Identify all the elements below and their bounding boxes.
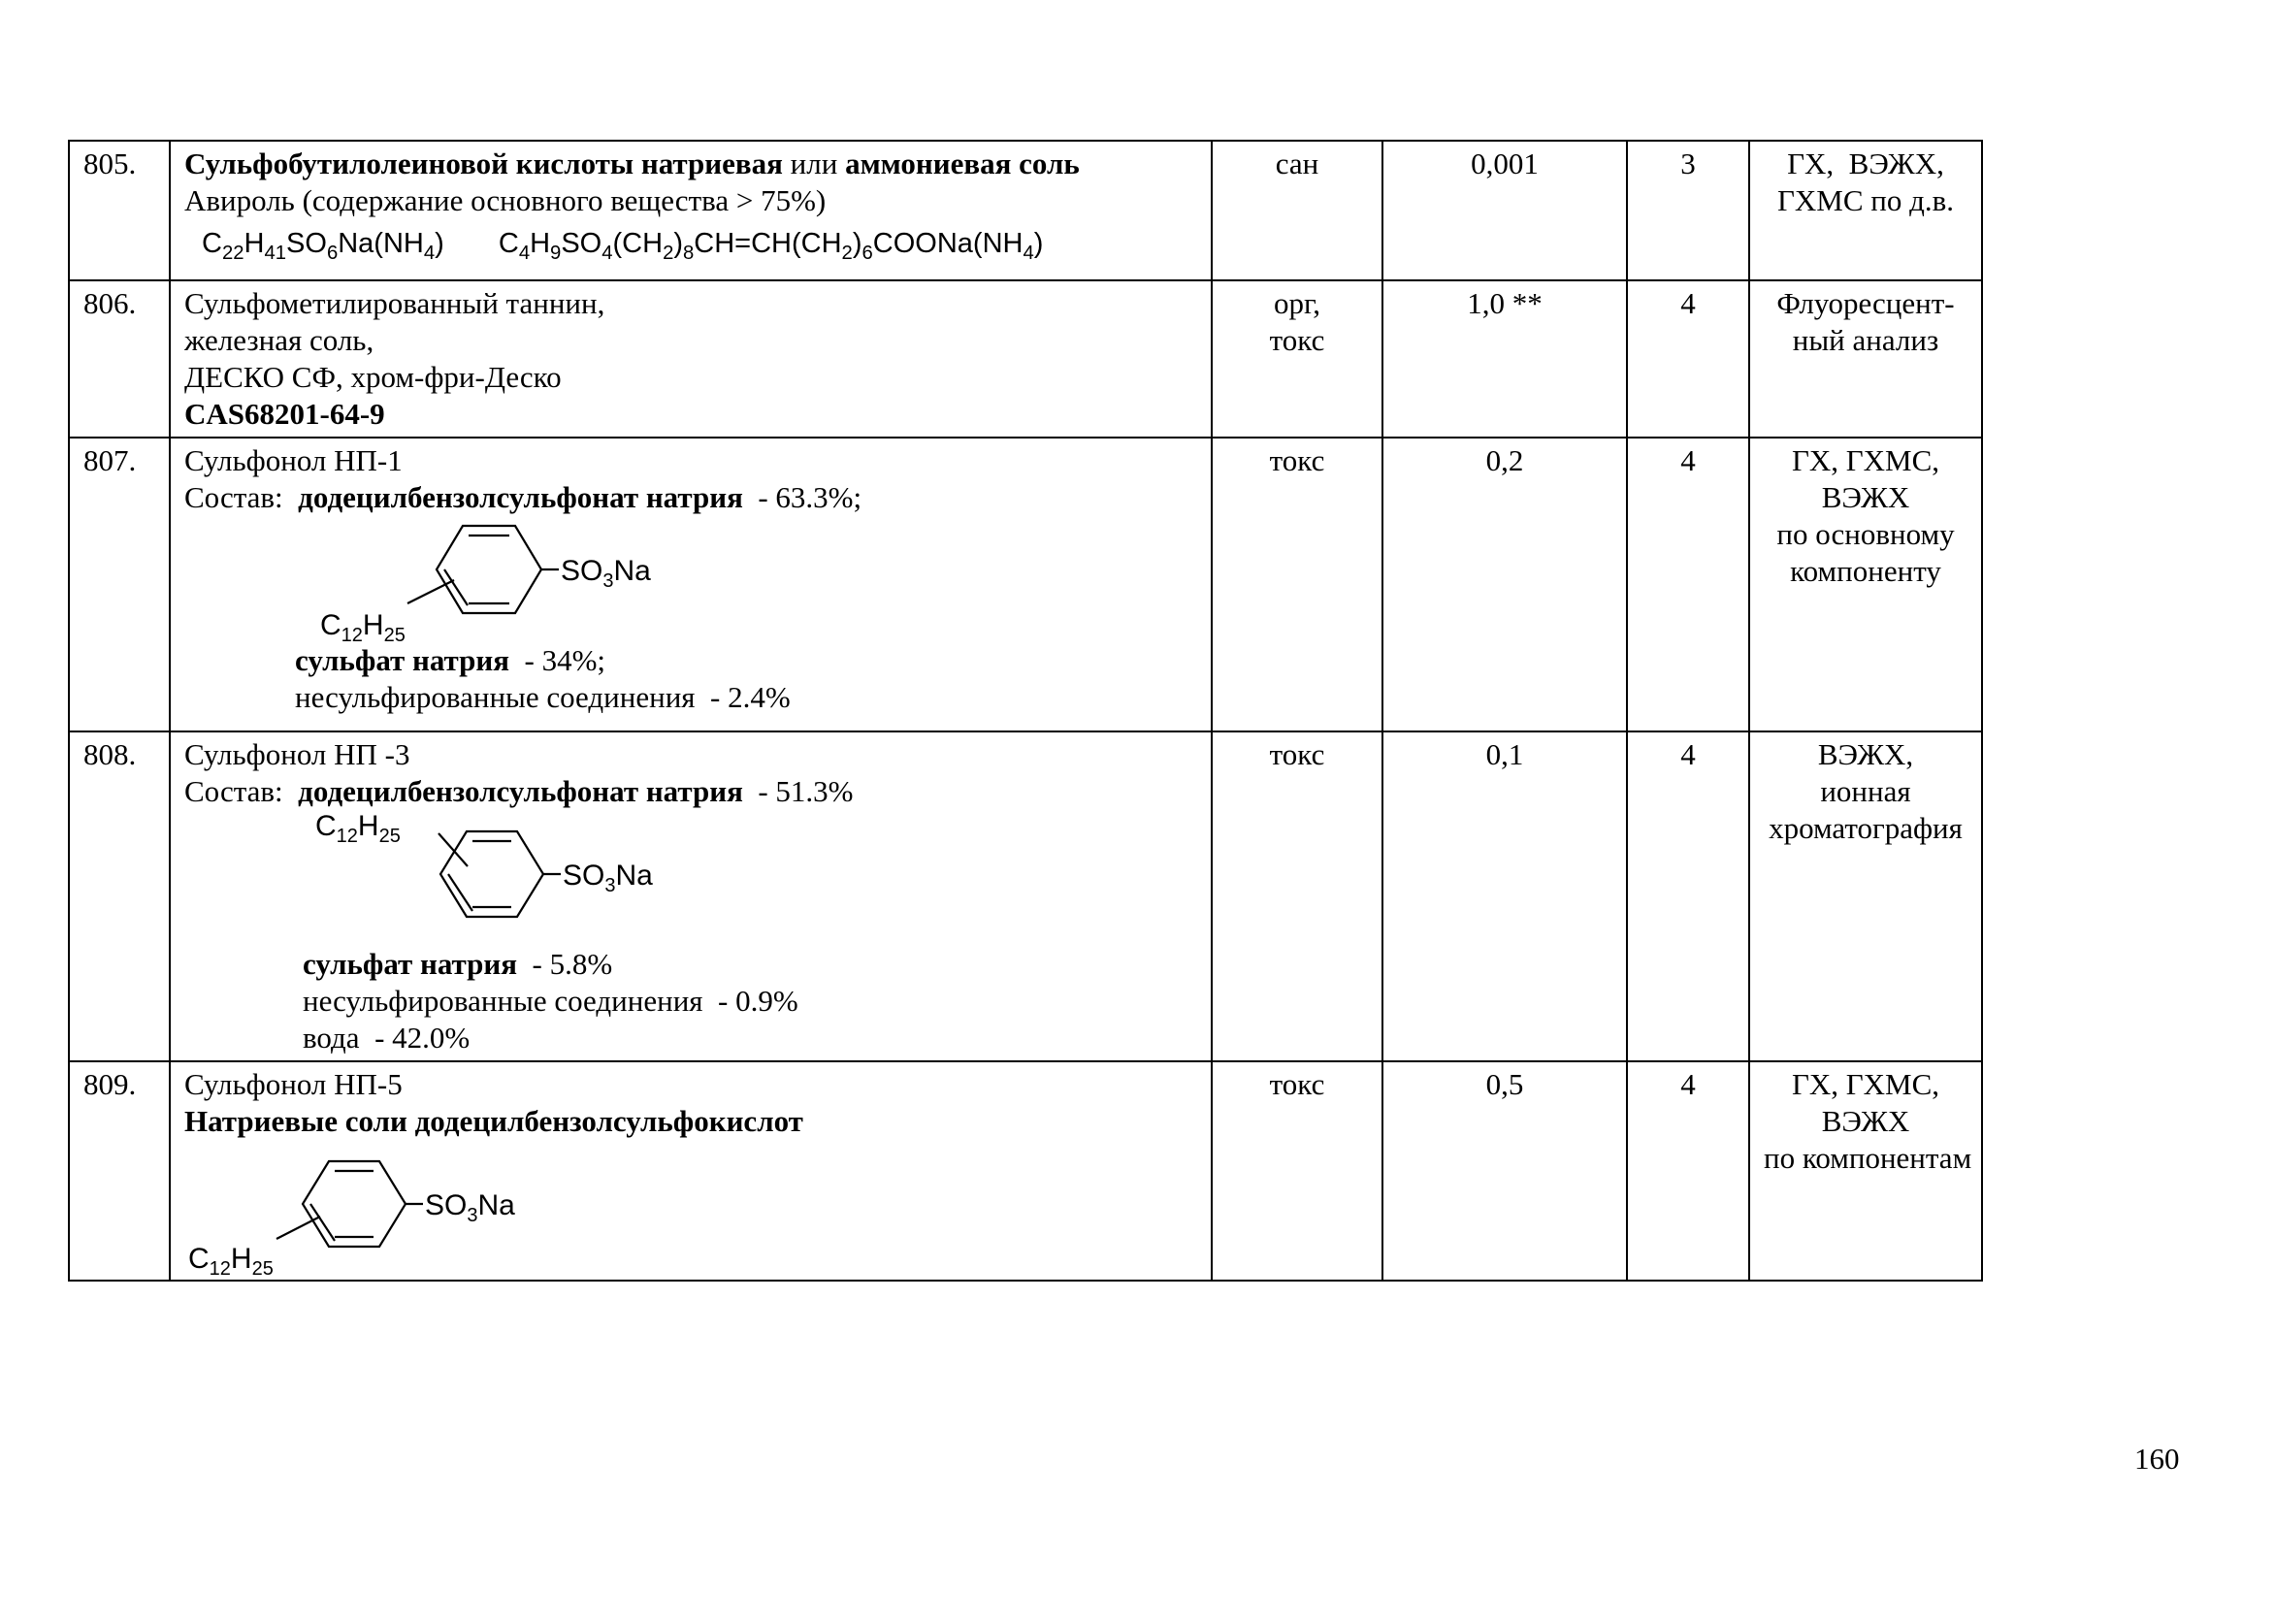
substance-cell: Сульфобутилолеиновой кислоты натриевая или аммониевая соль Авироль (содержание основного вещества > 75%) $C_{22}H_{41}SO_6Na(NH_4)$ $C_4H_9SO_4(CH_2)_8CH=CH(CH_2)_6COONa(NH_4)$ <box>170 141 1212 280</box>
class-cell: 4 <box>1627 1061 1749 1281</box>
formula-b: $C_4H_9SO_4(CH_2)_8CH=CH(CH_2)_6COONa(NH_4)$ <box>498 228 1044 264</box>
method-cell: ГХ, ГХМС, ВЭЖХ по основному компоненту <box>1749 438 1982 731</box>
method-cell: ВЭЖХ, ионная хроматография <box>1749 731 1982 1061</box>
chemical-structure <box>184 810 728 946</box>
alkyl-group: $C_{12}H_{25}$ <box>188 1243 274 1276</box>
row-number: 807. <box>69 438 170 731</box>
substance-cell: Сульфонол НП-1 Состав: додецилбензолсульфонат натрия - 63.3%; $SO_3Na$ $C_{12}H_{25}$ сульфат натрия - 34%; несульфированные соединения - 2.4% <box>170 438 1212 731</box>
class-cell: 4 <box>1627 731 1749 1061</box>
purpose-cell: орг, токс <box>1212 280 1382 438</box>
substituent-group: $SO_3Na$ <box>563 860 653 896</box>
alkyl-group: $C_{12}H_{25}$ <box>320 609 406 642</box>
table-row <box>69 1061 1982 1281</box>
chemical-structure <box>184 1140 728 1276</box>
purpose-cell: токс <box>1212 438 1382 731</box>
table-row <box>69 438 1982 731</box>
class-cell: 4 <box>1627 438 1749 731</box>
substance-cell: Сульфонол НП-5 Натриевые соли додецилбензолсульфокислот $SO_3Na$ $C_{12}H_{25}$ <box>170 1061 1212 1281</box>
value-cell: 1,0 ** <box>1382 280 1627 438</box>
chemical-formula <box>184 225 1197 272</box>
value-cell: 0,001 <box>1382 141 1627 280</box>
substituent-group: $SO_3Na$ <box>561 555 651 592</box>
purpose-cell: токс <box>1212 1061 1382 1281</box>
purpose-cell: сан <box>1212 141 1382 280</box>
row-number: 806. <box>69 280 170 438</box>
value-cell: 0,5 <box>1382 1061 1627 1281</box>
alkyl-group: $C_{12}H_{25}$ <box>315 810 401 847</box>
formula-a: $C_{22}H_{41}SO_6Na(NH_4)$ <box>202 228 444 264</box>
table-row <box>69 280 1982 438</box>
row-number: 805. <box>69 141 170 280</box>
row-number: 808. <box>69 731 170 1061</box>
value-cell: 0,2 <box>1382 438 1627 731</box>
benzene-ring <box>276 1161 423 1247</box>
benzene-ring <box>439 831 561 917</box>
method-cell: ГХ, ВЭЖХ, ГХМС по д.в. <box>1749 141 1982 280</box>
chemical-structure <box>184 516 728 642</box>
row-number: 809. <box>69 1061 170 1281</box>
method-cell: Флуоресцент- ный анализ <box>1749 280 1982 438</box>
benzene-ring <box>407 526 559 613</box>
cas-number: CAS68201-64-9 <box>184 397 385 431</box>
class-cell: 4 <box>1627 280 1749 438</box>
substances-table <box>68 140 1983 1282</box>
value-cell: 0,1 <box>1382 731 1627 1061</box>
substituent-group: $SO_3Na$ <box>425 1189 515 1226</box>
substance-cell: Сульфонол НП -3 Состав: додецилбензолсульфонат натрия - 51.3% $C_{12}H_{25}$ $SO_3Na$ сульфат натрия - 5.8% несульфированные соединения - 0.9% вода - 42.0% <box>170 731 1212 1061</box>
table-row <box>69 141 1982 280</box>
method-cell: ГХ, ГХМС, ВЭЖХ по компонентам <box>1749 1061 1982 1281</box>
page-number: 160 <box>2134 1442 2180 1476</box>
substance-cell: Сульфометилированный таннин, железная соль, ДЕСКО СФ, хром-фри-Деско CAS68201-64-9 <box>170 280 1212 438</box>
table-row <box>69 731 1982 1061</box>
purpose-cell: токс <box>1212 731 1382 1061</box>
class-cell: 3 <box>1627 141 1749 280</box>
